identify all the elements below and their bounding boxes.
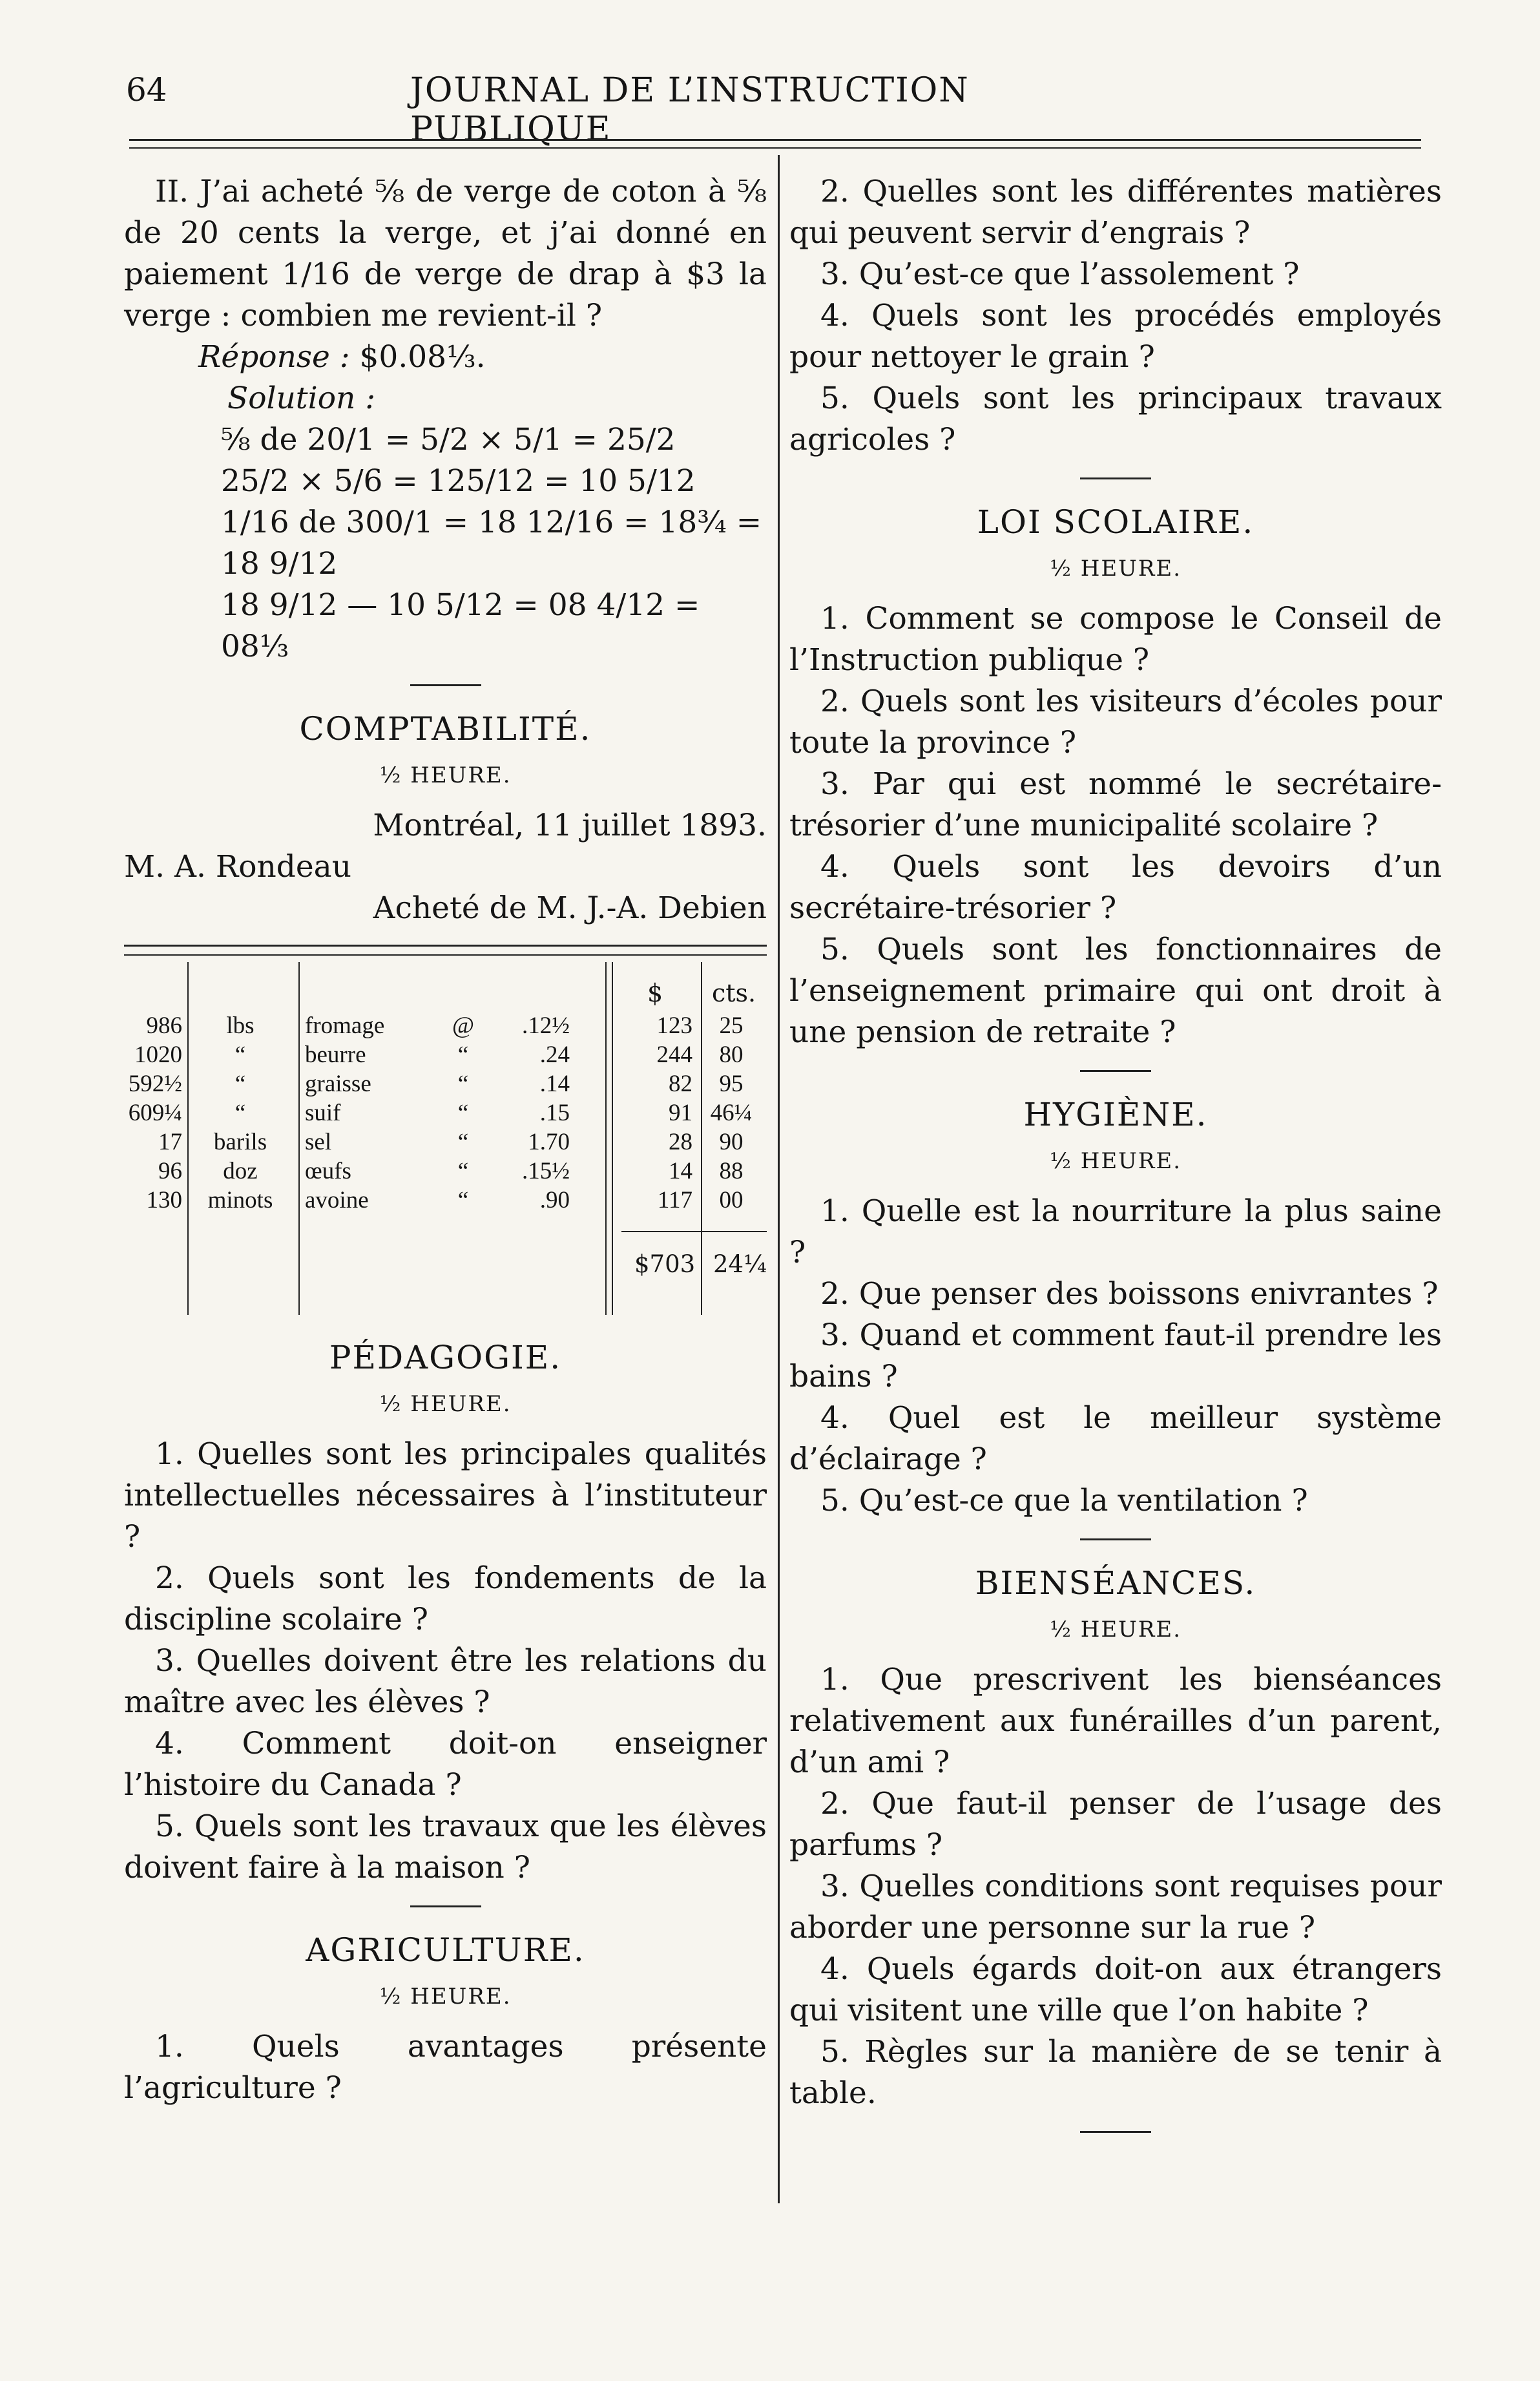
at-sign: “ (457, 1187, 469, 1213)
qty: 130 (146, 1187, 182, 1213)
table-row (124, 1098, 767, 1128)
table-rule (124, 954, 767, 956)
solution-line: 1/16 de 300/1 = 18 12/16 = 18¾ = 18 9/12 (221, 505, 762, 582)
at-sign: “ (457, 1129, 469, 1155)
question-item: 2. Que faut-il penser de l’usage des parfums ? (789, 1786, 1442, 1863)
cents-header: cts. (712, 979, 756, 1007)
table-row (124, 1011, 767, 1040)
dollars: 117 (657, 1187, 692, 1213)
section-divider (1080, 1538, 1151, 1540)
page-number: 64 (126, 71, 167, 109)
price: .15 (539, 1100, 570, 1126)
cents: 25 (719, 1012, 744, 1039)
section-duration: ½ HEURE. (379, 1391, 512, 1417)
question-item: 2. Quels sont les fondements de la discipline scolaire ? (124, 1560, 767, 1637)
question-item: 3. Par qui est nommé le secrétaire-trésorier d’une municipalité scolaire ? (789, 766, 1442, 843)
unit: barils (213, 1129, 267, 1155)
header-rule (129, 139, 1421, 141)
dollars: 123 (656, 1012, 692, 1039)
total-cents: 24¼ (713, 1250, 767, 1278)
total-rule (621, 1231, 767, 1232)
price: .15½ (522, 1158, 570, 1184)
section-divider (410, 1905, 481, 1907)
solution-line: ⅝ de 20/1 = 5/2 × 5/1 = 25/2 (221, 422, 676, 457)
unit: lbs (226, 1012, 255, 1039)
solution-math (124, 419, 767, 667)
dollars: 28 (669, 1129, 692, 1155)
question-item: 4. Quels égards doit-on aux étrangers qui visitent une ville que l’on habite ? (789, 1951, 1442, 2028)
running-header (126, 71, 1178, 149)
arithmetic-problem: II. J’ai acheté ⅝ de verge de coton à ⅝ de 20 cents la verge, et j’ai donné en paiement 1/16 de verge de drap à $3 la verge : combien me revient-il ? (124, 174, 767, 333)
question-item: 1. Quelles sont les principales qualités intellectuelles nécessaires à l’instituteur ? (124, 1436, 767, 1555)
price: .14 (539, 1071, 570, 1097)
section-title-agriculture: AGRICULTURE. (306, 1931, 585, 1969)
at-sign: “ (457, 1158, 469, 1184)
qty: 1020 (134, 1042, 182, 1068)
section-title-bienseances: BIENSÉANCES. (975, 1564, 1256, 1602)
section-duration: ½ HEURE. (1049, 556, 1182, 582)
section-title-loi-scolaire: LOI SCOLAIRE. (977, 503, 1254, 541)
section-duration: ½ HEURE. (1049, 1617, 1182, 1642)
at-sign: “ (457, 1100, 469, 1126)
dollars: 14 (669, 1158, 692, 1184)
section-duration: ½ HEURE. (379, 762, 512, 788)
question-item: 1. Comment se compose le Conseil de l’Instruction publique ? (789, 601, 1442, 678)
question-item: 5. Quels sont les travaux que les élèves doivent faire à la maison ? (124, 1809, 767, 1885)
cents: 95 (719, 1071, 744, 1097)
item: œufs (305, 1158, 351, 1184)
dollars: 91 (669, 1100, 692, 1126)
price: .24 (539, 1042, 570, 1068)
qty: 17 (158, 1129, 182, 1155)
unit: minots (207, 1187, 273, 1213)
price: .12½ (522, 1012, 570, 1039)
invoice-vendor: Acheté de M. J.-A. Debien (373, 890, 767, 926)
question-item: 2. Quels sont les visiteurs d’écoles pour toute la province ? (789, 684, 1442, 760)
solution-label: Solution : (227, 381, 376, 416)
answer-line (124, 337, 767, 378)
question-item: 2. Quelles sont les différentes matières qui peuvent servir d’engrais ? (789, 174, 1442, 251)
question-item: 4. Quel est le meilleur système d’éclairage ? (789, 1400, 1442, 1477)
right-column (789, 171, 1442, 2146)
question-item: 2. Que penser des boissons enivrantes ? (820, 1276, 1439, 1312)
journal-title: JOURNAL DE L’INSTRUCTION PUBLIQUE (410, 71, 970, 149)
cents: 90 (719, 1129, 744, 1155)
unit: doz (223, 1158, 258, 1184)
question-item: 5. Quels sont les principaux travaux agricoles ? (789, 381, 1442, 457)
total-dollars: $703 (634, 1250, 696, 1278)
question-item: 3. Quelles conditions sont requises pour aborder une personne sur la rue ? (789, 1869, 1442, 1946)
solution-line: 18 9/12 — 10 5/12 = 08 4/12 = 08⅓ (221, 587, 700, 664)
section-title-comptabilite: COMPTABILITÉ. (299, 710, 592, 748)
table-row (124, 1186, 767, 1215)
solution-line: 25/2 × 5/6 = 125/12 = 10 5/12 (221, 463, 696, 499)
unit: “ (234, 1042, 246, 1068)
dollars: 244 (656, 1042, 692, 1068)
section-divider (410, 684, 481, 686)
item: fromage (305, 1012, 385, 1039)
section-title-hygiene: HYGIÈNE. (1023, 1096, 1208, 1133)
section-divider (1080, 1070, 1151, 1072)
item: avoine (305, 1187, 369, 1213)
section-duration: ½ HEURE. (379, 1984, 512, 2009)
question-item: 3. Qu’est-ce que l’assolement ? (820, 257, 1300, 292)
price: 1.70 (528, 1129, 570, 1155)
question-item: 5. Quels sont les fonctionnaires de l’enseignement primaire qui ont droit à une pension de retraite ? (789, 932, 1442, 1050)
at-sign: “ (457, 1071, 469, 1097)
column-divider (778, 155, 780, 2203)
item: sel (305, 1129, 332, 1155)
section-title-pedagogie: PÉDAGOGIE. (329, 1339, 562, 1376)
question-item: 4. Comment doit-on enseigner l’histoire du Canada ? (124, 1726, 767, 1803)
section-duration: ½ HEURE. (1049, 1148, 1182, 1174)
unit: “ (234, 1100, 246, 1126)
cents: 80 (719, 1042, 744, 1068)
item: suif (305, 1100, 341, 1126)
question-item: 4. Quels sont les procédés employés pour nettoyer le grain ? (789, 298, 1442, 375)
section-divider (1080, 2131, 1151, 2133)
at-sign: “ (457, 1042, 469, 1068)
table-row (124, 1157, 767, 1186)
table-row (124, 1069, 767, 1098)
invoice-rows (124, 1011, 767, 1215)
table-row (124, 1040, 767, 1069)
question-item: 1. Que prescrivent les bienséances relativement aux funérailles d’un parent, d’un ami ? (789, 1662, 1442, 1780)
invoice-table (124, 945, 767, 1315)
question-item: 3. Quelles doivent être les relations du maître avec les élèves ? (124, 1643, 767, 1720)
cents: 46¼ (710, 1100, 753, 1126)
at-sign: @ (452, 1012, 475, 1039)
qty: 609¼ (128, 1100, 182, 1126)
invoice-date: Montréal, 11 juillet 1893. (373, 808, 767, 843)
price: .90 (539, 1187, 570, 1213)
cents: 88 (719, 1158, 744, 1184)
item: beurre (305, 1042, 366, 1068)
header-rule-thin (129, 147, 1421, 149)
cents: 00 (719, 1187, 744, 1213)
dollars-header: $ (647, 979, 663, 1007)
question-item: 3. Quand et comment faut-il prendre les bains ? (789, 1317, 1442, 1394)
answer-value: $0.08⅓. (359, 339, 486, 375)
qty: 592½ (128, 1071, 182, 1097)
qty: 96 (158, 1158, 182, 1184)
question-item: 5. Règles sur la manière de se tenir à table. (789, 2034, 1442, 2111)
question-item: 4. Quels sont les devoirs d’un secrétaire-trésorier ? (789, 849, 1442, 926)
left-column (124, 171, 767, 2109)
qty: 986 (146, 1012, 182, 1039)
question-item: 1. Quels avantages présente l’agriculture ? (124, 2029, 767, 2106)
question-item: 1. Quelle est la nourriture la plus saine ? (789, 1193, 1442, 1270)
invoice-client: M. A. Rondeau (124, 849, 351, 885)
section-divider (1080, 477, 1151, 479)
table-row (124, 1128, 767, 1157)
item: graisse (305, 1071, 371, 1097)
answer-label: Réponse : (198, 339, 350, 375)
dollars: 82 (669, 1071, 692, 1097)
question-item: 5. Qu’est-ce que la ventilation ? (820, 1483, 1308, 1518)
unit: “ (234, 1071, 246, 1097)
